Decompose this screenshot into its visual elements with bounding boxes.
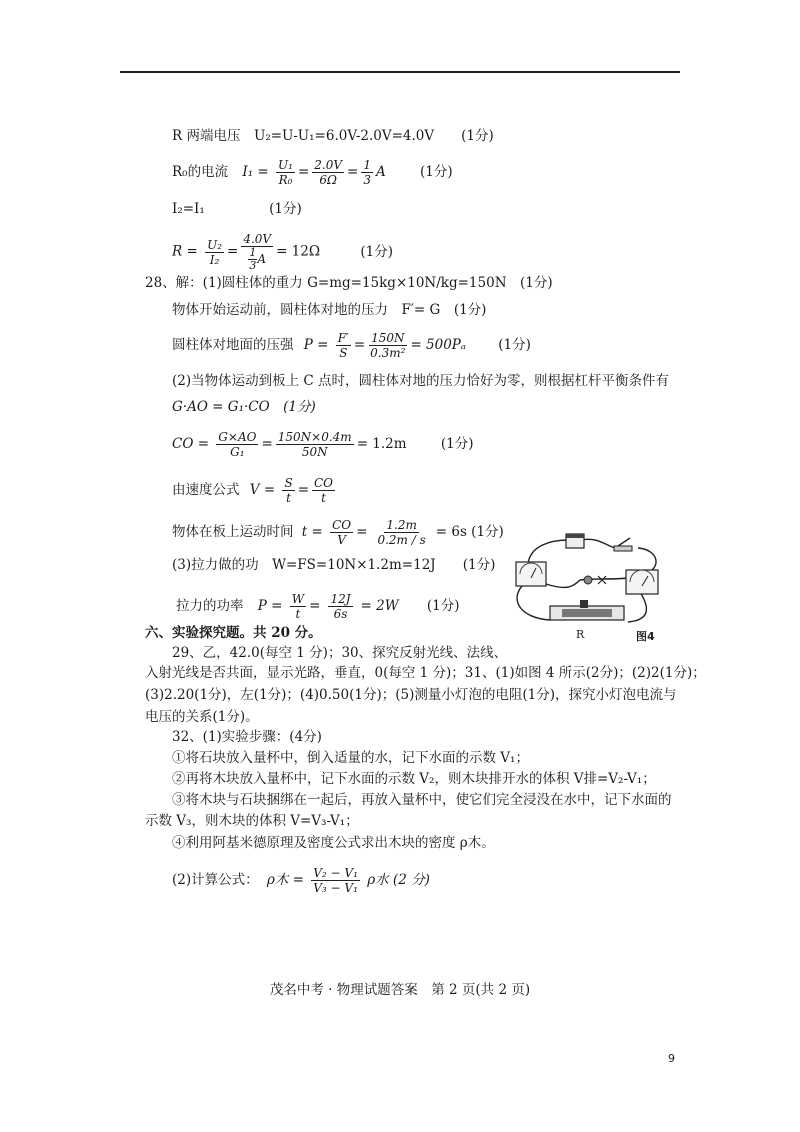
denominator: 6s [333, 607, 348, 621]
denominator: V [337, 533, 346, 547]
label: 物体在板上运动时间 [172, 524, 294, 540]
score: (1分) [420, 164, 453, 180]
numerator: CO [314, 476, 334, 490]
voltmeter-icon [516, 562, 546, 586]
denominator: 3 [249, 259, 257, 272]
numerator: F′ [337, 331, 349, 345]
numerator: 1 [249, 246, 257, 259]
step-4: ④利用阿基米德原理及密度公式求出木块的密度 ρ木。 [172, 835, 495, 851]
page-number: 9 [668, 1052, 675, 1065]
q28-heading: 28、解：(1)圆柱体的重力 G=mg=15kg×10N/kg=150N (1分) [145, 275, 553, 291]
fraction [375, 518, 427, 547]
battery-icon [566, 534, 584, 548]
resistor-label: R [576, 628, 585, 641]
label: R₀的电流 [172, 164, 229, 180]
score: (1分) [360, 243, 393, 260]
fraction [282, 476, 294, 505]
lhs: I₁ = [242, 164, 269, 180]
result: = 500Pₐ [410, 337, 466, 353]
numerator: 1.2m [386, 518, 417, 532]
q28-time: 物体在板上运动时间 t = $\frac{CO}{V}$ = $\frac{1.2m}{0.2m / s}$ = 6s (1分) [172, 518, 504, 547]
header-rule [120, 71, 680, 73]
q28-work: (3)拉力做的功 W=FS=10N×1.2m=12J (1分) [172, 557, 496, 573]
denominator: I₂ [209, 252, 220, 267]
fraction [368, 331, 407, 360]
lhs: P = [257, 598, 283, 614]
label: 由速度公式 [172, 482, 240, 498]
answers-line-1: 29、乙，42.0(每空 1 分)；30、探究反射光线、法线、 [172, 645, 508, 661]
numerator: 2.0V [314, 158, 343, 172]
numerator: 4.0V [243, 232, 272, 246]
denominator: 6Ω [319, 173, 337, 187]
q28-speed-formula: 由速度公式 V = $\frac{S}{t}$ = $\frac{CO}{t}$ [172, 476, 334, 505]
denominator: t [295, 607, 301, 621]
denominator: V₃ − V₁ [313, 881, 358, 895]
denominator: S [339, 346, 348, 360]
q32-heading: 32、(1)实验步骤：(4分) [172, 729, 322, 745]
denominator: 3 [363, 173, 371, 187]
fraction [205, 238, 224, 267]
sub-fraction [248, 247, 257, 272]
result: = 6s (1分) [435, 524, 504, 540]
numerator: 1 [363, 158, 371, 172]
ammeter-icon [626, 570, 658, 594]
fraction [328, 592, 352, 621]
lhs: P = [303, 337, 329, 353]
fraction [361, 158, 373, 187]
lhs: t = [301, 524, 323, 540]
numerator: 150N×0.4m [277, 430, 352, 444]
result: = 1.2m [356, 436, 407, 452]
fraction [216, 430, 258, 459]
figure-caption: 图4 [636, 630, 655, 643]
line-i2 [172, 200, 302, 218]
result: = 2W [360, 598, 399, 614]
density-formula [172, 866, 430, 895]
line-r-voltage: R 两端电压 U₂=U-U₁=6.0V-2.0V=4.0V (1分) [172, 128, 494, 144]
tail: ρ水 (2 分) [367, 872, 430, 888]
numerator: V₂ − V₁ [313, 866, 358, 880]
numerator: S [284, 476, 293, 490]
lhs: CO = [172, 436, 209, 452]
label: 拉力的功率 [176, 598, 244, 614]
q28-pressure: 圆柱体对地面的压强 P = $\frac{F'}{S}$ = $\frac{150N}{\text{0.3m²}}$ = 500Pₐ (1分) [172, 331, 531, 360]
q28-pressure-force: 物体开始运动前，圆柱体对地的压力 F′= G (1分) [172, 302, 487, 318]
denominator: 0.3m² [370, 346, 406, 360]
label: (2)计算公式： [172, 872, 259, 888]
lhs: R = [172, 243, 198, 260]
step-3: ③将木块与石块捆绑在一起后，再放入量杯中，使它们完全浸没在水中，记下水面的 [172, 792, 672, 808]
score: (1分) [440, 436, 474, 452]
numerator: U₂ [207, 237, 223, 252]
numerator: CO [332, 518, 352, 532]
label: 圆柱体对地面的压强 [172, 337, 294, 353]
fraction [311, 866, 360, 895]
score: (1分) [498, 337, 531, 353]
denominator: G₁ [230, 445, 245, 459]
lhs: V = [249, 482, 276, 498]
denominator: t [321, 491, 326, 505]
line-r0-current: R₀的电流 I₁ = $\frac{\text{U₁}}{\text{R₀}}$ = $\frac{2.0V}{6\Omega}$ = $\frac{1}{3}$ A (1分) [172, 158, 453, 187]
fraction [276, 158, 295, 187]
answers-line-2: 入射光线是否共面，显示光路，垂直，0(每空 1 分)；31、(1)如图 4 所示(2分)；(2)2(1分)； [145, 665, 706, 681]
answers-line-4: 电压的关系(1分)。 [145, 709, 259, 725]
numerator: 12J [330, 592, 351, 606]
fraction [312, 476, 335, 505]
fraction [276, 430, 354, 459]
denominator [246, 247, 268, 272]
step-3-cont: 示数 V₃，则木块的体积 V=V₃-V₁； [145, 813, 359, 829]
denominator: R₀ [278, 173, 293, 187]
unit: A [375, 164, 386, 180]
q28-power: 拉力的功率 P = $\frac{W}{t}$ = $\frac{12J}{6s}$ = 2W (1分) [176, 592, 460, 621]
fraction [336, 331, 351, 360]
section-six-heading: 六、实验探究题。共 20 分。 [145, 625, 322, 641]
numerator: U₁ [278, 158, 293, 172]
result: = 12Ω [276, 243, 321, 260]
denominator: 50N [301, 445, 328, 459]
circuit-figure [510, 528, 670, 644]
q28-lever: G·AO = G₁·CO (1分) [172, 399, 316, 415]
numerator: W [291, 592, 305, 606]
line-r-value: R = $\frac{\text{U₂}}{\text{I₂}}$ = 4.0V $\frac{1}{3}$ A = 12Ω (1分) [172, 232, 393, 272]
numerator: 150N [371, 331, 405, 345]
q28-part2: (2)当物体运动到板上 C 点时，圆柱体对地的压力恰好为零，则根据杠杆平衡条件有 [172, 373, 670, 389]
q28-co: CO = $\frac{G\times AO}{\text{G₁}}$ = $\frac{150N\times 0.4m}{50N}$ = 1.2m (1分) [172, 430, 474, 459]
fraction [312, 158, 344, 187]
denominator: t [286, 491, 291, 505]
answers-line-3: (3)2.20(1分)，左(1分)；(4)0.50(1分)；(5)测量小灯泡的电阻(1分)，探究小灯泡电流与 [145, 687, 677, 703]
unit: A [257, 252, 267, 266]
score: (1分) [426, 598, 460, 614]
page-footer: 茂名中考 · 物理试题答案 第 2 页(共 2 页) [269, 982, 531, 998]
fraction [241, 232, 273, 272]
denominator: 0.2m / s [377, 533, 426, 547]
fraction [290, 592, 306, 621]
text: I₂=I₁ [172, 201, 205, 217]
score: (1分) [269, 201, 302, 217]
numerator: G×AO [218, 430, 257, 444]
step-1: ①将石块放入量杯中，倒入适量的水，记下水面的示数 V₁； [172, 750, 529, 766]
lhs: ρ木 = [266, 872, 304, 888]
fraction [330, 518, 353, 547]
step-2: ②再将木块放入量杯中，记下水面的示数 V₂，则木块排开水的体积 V排=V₂-V₁； [172, 771, 656, 787]
